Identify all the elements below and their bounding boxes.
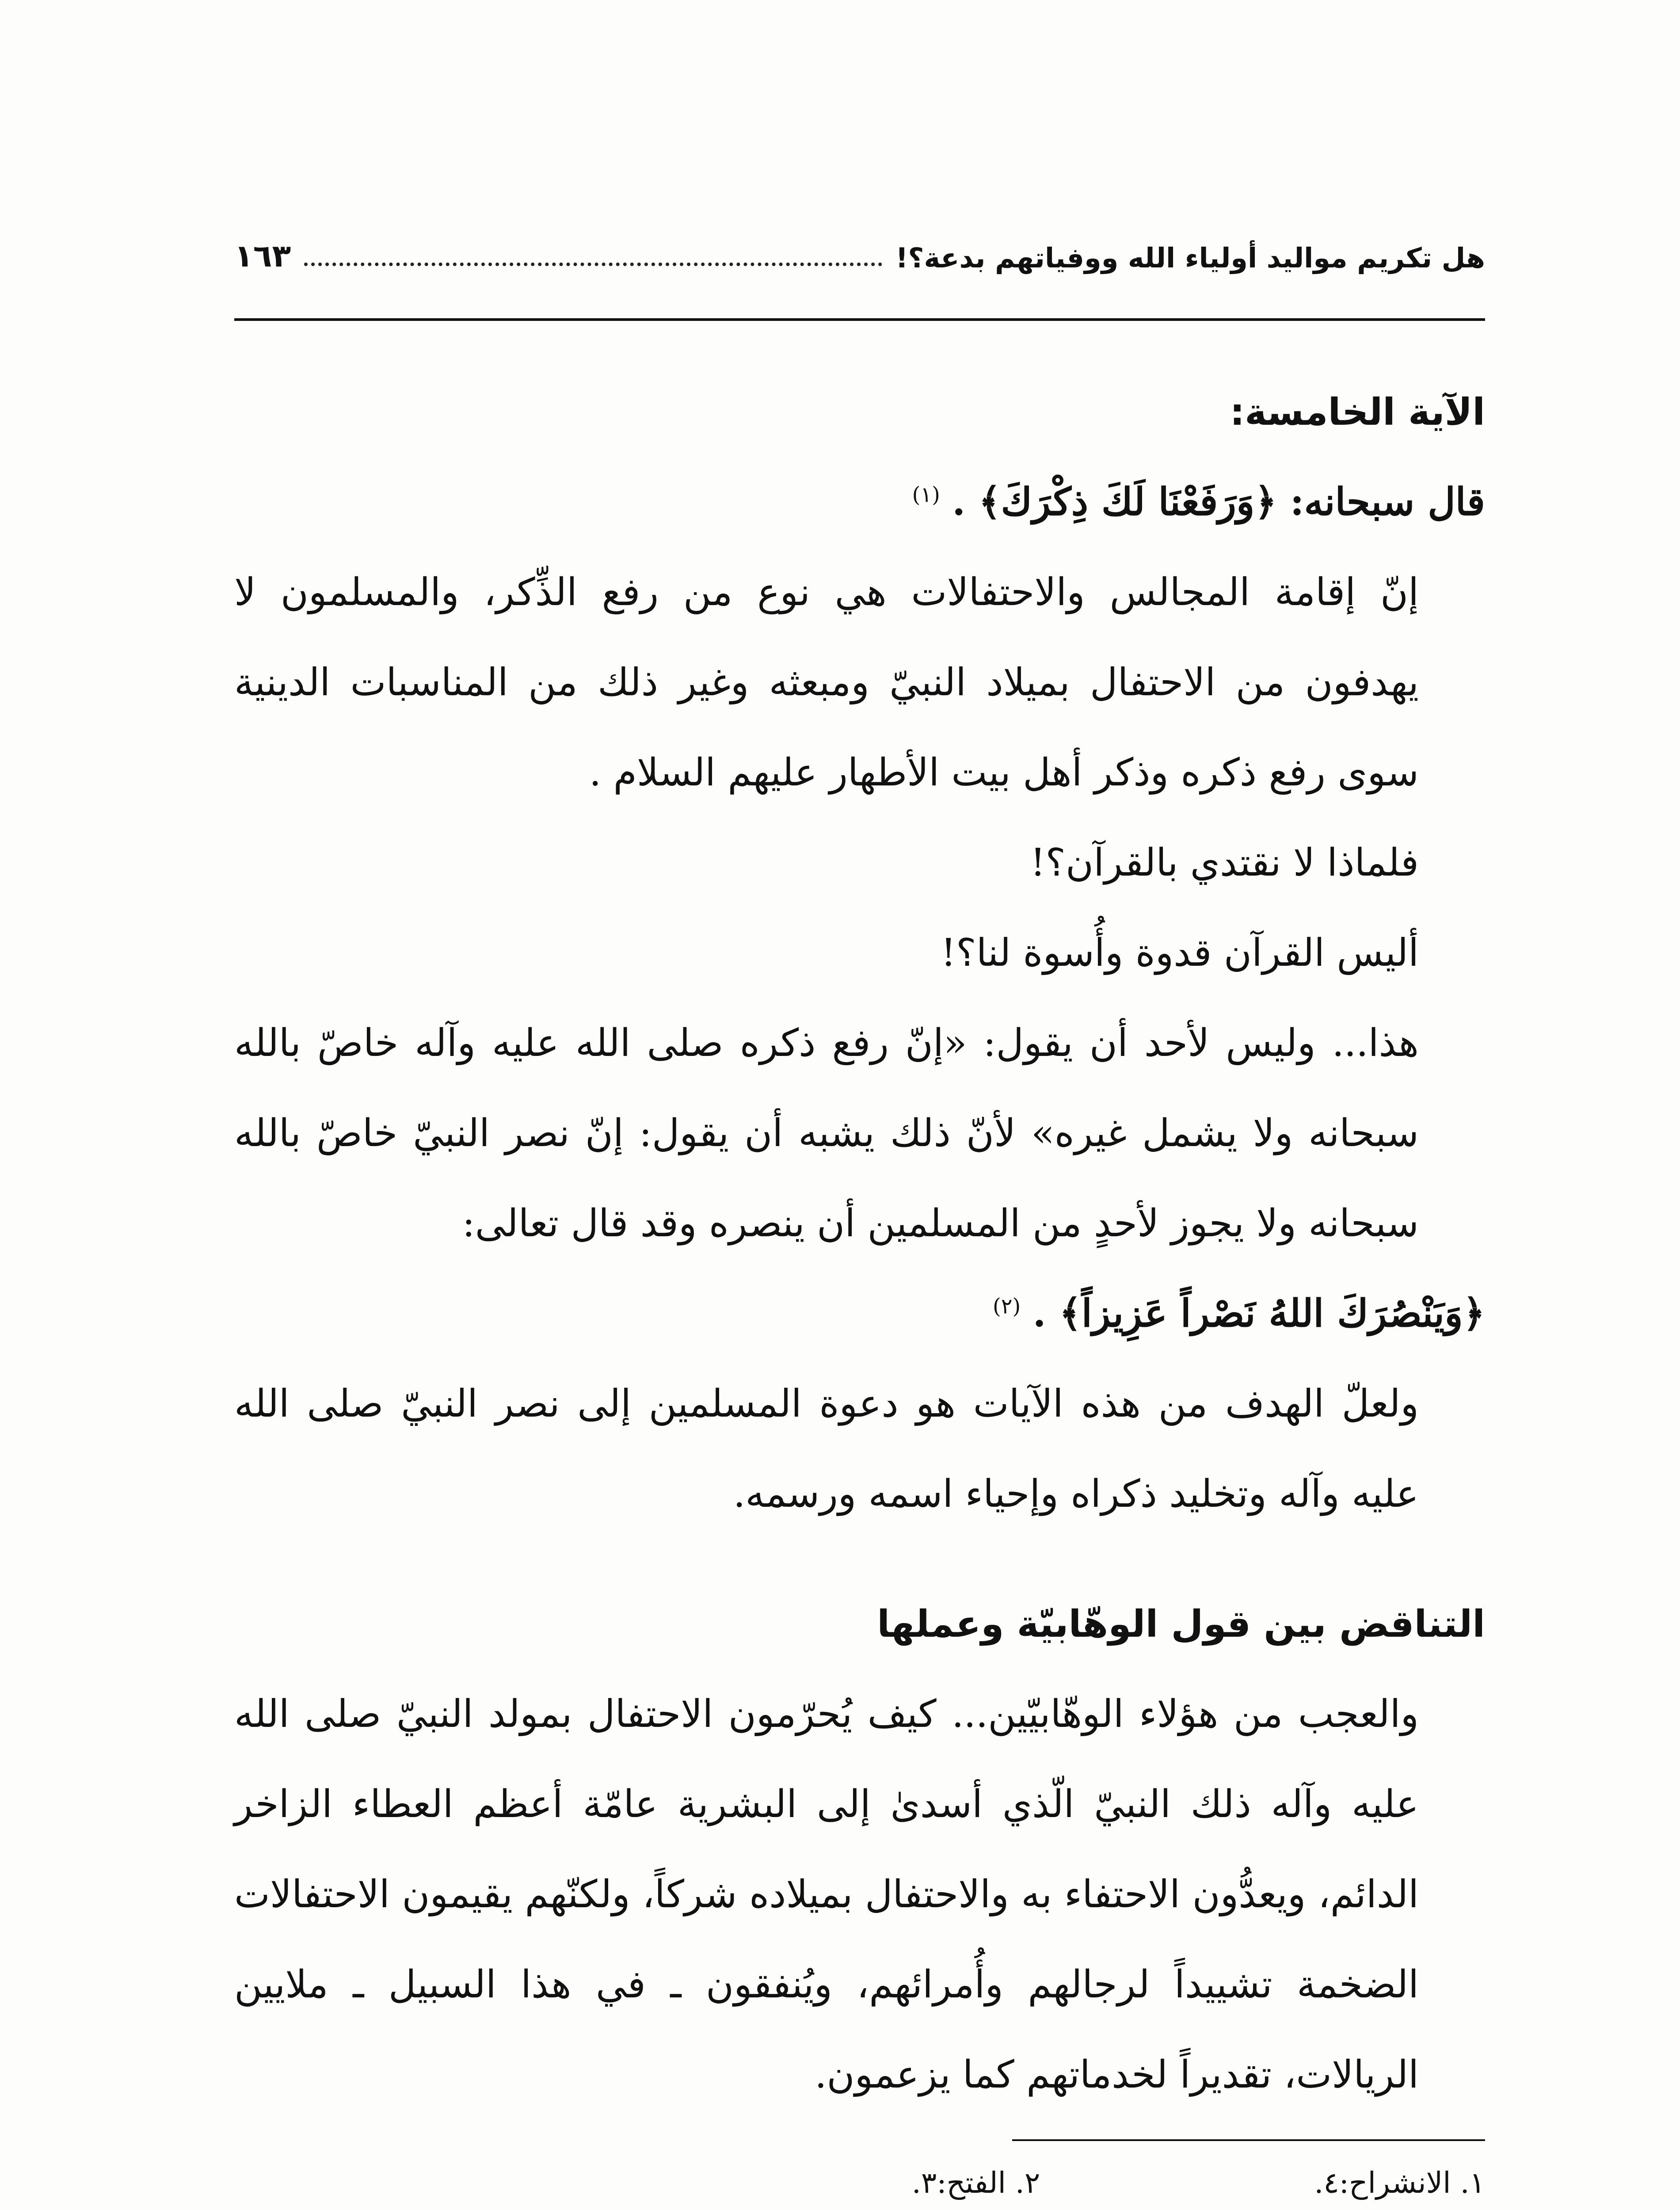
dotted-leader [304,263,882,266]
paragraph-objection: هذا... وليس لأحد أن يقول: «إنّ رفع ذكره صلى الله عليه وآله خاصّ بالله سبحانه ولا يشمل غيره» لأنّ ذلك يشبه أن يقول: إنّ نصر النبيّ خاصّ بالله سبحانه ولا يجوز لأحدٍ من المسلمين أن ينصره وقد قال تعالى: [234,1021,1419,1246]
footnotes [530,2166,1485,2200]
running-header [234,230,1485,274]
paragraph-question-2: أليس القرآن قدوة وأُسوة لنا؟! [941,931,1419,975]
footnote-ref-1: (١) [912,482,940,507]
running-header-title: هل تكريم مواليد أولياء الله ووفياتهم بدعة؟! [895,242,1485,274]
footnote-ref-2: (٢) [993,1294,1021,1319]
paragraph-quran-verse-1 [234,457,1485,547]
footnote-2: ٢. الفتح:٣. [911,2166,1040,2200]
verse-text: قال سبحانه: ﴿وَرَفَعْنَا لَكَ ذِكْرَكَ﴾ . [952,480,1485,524]
section-heading-fifth-verse: الآية الخامسة: [1230,390,1485,434]
header-rule [234,318,1485,321]
footnote-rule [1012,2139,1485,2141]
page-number: ١٦٣ [234,238,291,274]
section-heading-contradiction: التناقض بين قول الوهّابيّة وعملها [877,1602,1485,1646]
verse-text: ﴿وَيَنْصُرَكَ اللهُ نَصْراً عَزِيزاً﴾ . [1032,1291,1485,1336]
main-text [234,367,1485,2120]
footnote-1: ١. الانشراح:٤. [1314,2166,1485,2200]
paragraph-wonder: والعجب من هؤلاء الوهّابيّين... كيف يُحرّمون الاحتفال بمولد النبيّ صلى الله عليه وآله ذلك النبيّ الّذي أسدىٰ إلى البشرية عامّة أعظم العطاء الزاخر الدائم، ويعدُّون الاحتفاء به والاحتفال بميلاده شركاً، ولكنّهم يقيمون الاحتفالات الضخمة تشييداً لرجالهم وأُمرائهم، ويُنفقون ـ في هذا السبيل ـ ملايين الريالات، تقديراً لخدماتهم كما يزعمون. [234,1692,1419,2097]
paragraph-quran-verse-2 [234,1269,1485,1359]
paragraph-purpose: ولعلّ الهدف من هذه الآيات هو دعوة المسلمين إلى نصر النبيّ صلى الله عليه وآله وتخليد ذكراه وإحياء اسمه ورسمه. [234,1382,1419,1516]
paragraph-celebrations: إنّ إقامة المجالس والاحتفالات هي نوع من رفع الذِّكر، والمسلمون لا يهدفون من الاحتفال بميلاد النبيّ ومبعثه وغير ذلك من المناسبات الدينية سوى رفع ذكره وذكر أهل بيت الأطهار عليهم السلام . [234,570,1419,795]
paragraph-question-1: فلماذا لا نقتدي بالقرآن؟! [1030,841,1419,885]
